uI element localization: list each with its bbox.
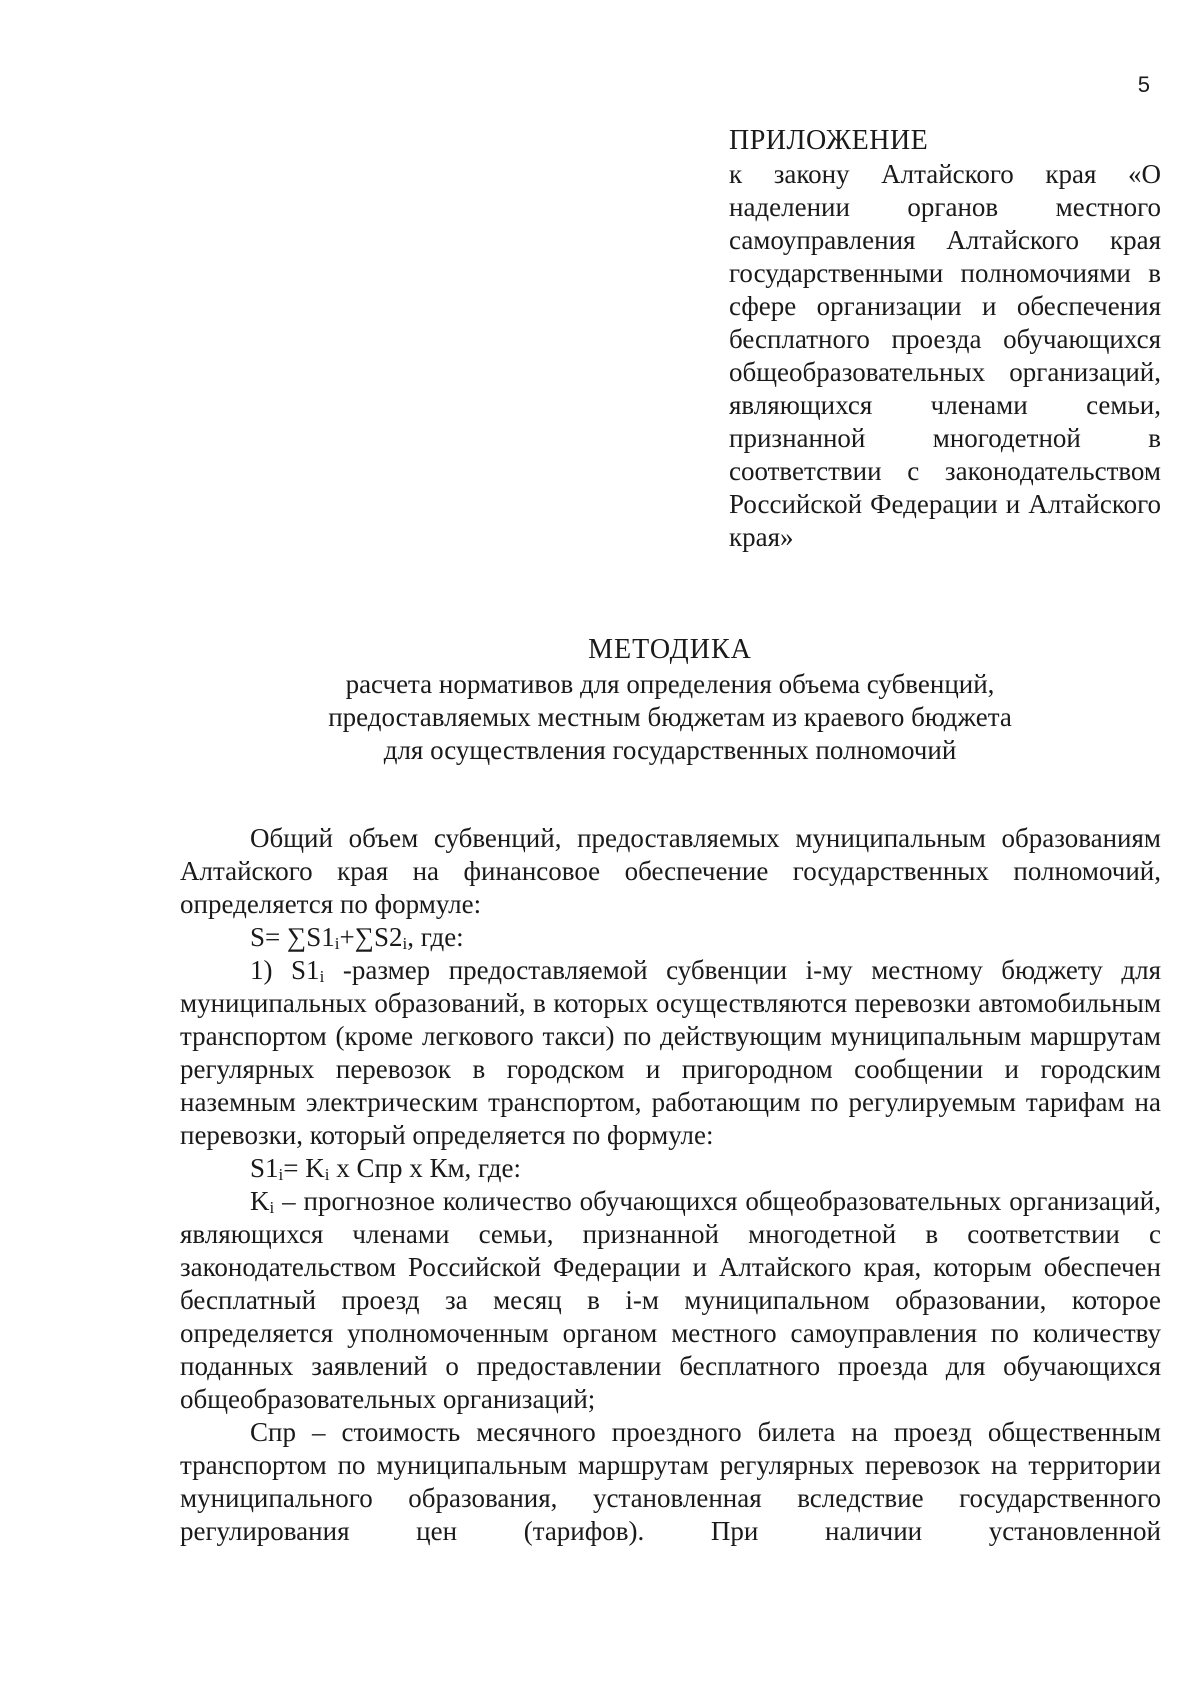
methodology-heading xyxy=(180,633,1160,767)
appendix-block xyxy=(729,124,1161,554)
formula-total-subvention: $S= \sum S1_i+\sum S2_i$, где: xyxy=(250,922,464,953)
definition-k-paragraph: $K_i$ – прогнозное количество обучающихся общеобразовательных организаций, являющихся членами семьи, признанной многодетной в соответствии с законодательством Российской Федерации и Алтайского края, которым обеспечен бесплатный проезд за месяц в i-м муниципальном образовании, которое определяется уполномоченным органом местного самоуправления по количеству поданных заявлений о предоставлении бесплатного проезда для обучающихся общеобразовательных организаций; xyxy=(180,1186,1161,1414)
intro-paragraph: Общий объем субвенций, предоставляемых муниципальным образованиям Алтайского края на финансовое обеспечение государственных полномочий, определяется по формуле: xyxy=(180,823,1161,919)
document-body xyxy=(180,822,1161,1548)
page-number: 5 xyxy=(1137,72,1150,97)
methodology-title: МЕТОДИКА xyxy=(588,634,752,665)
methodology-subtitle-line: предоставляемых местным бюджетам из краевого бюджета xyxy=(328,702,1012,732)
item-1-paragraph: 1) $S1_i$ -размер предоставляемой субвенции i-му местному бюджету для муниципальных образований, в которых осуществляются перевозки автомобильным транспортом (кроме легкового такси) по действующим муниципальным маршрутам регулярных перевозок в городском и пригородном сообщении и городским наземным электрическим транспортом, работающим по регулируемым тарифам на перевозки, который определяется по формуле: xyxy=(180,955,1161,1150)
formula-s1: $S1_i= K_i$ х Спр х Км, где: xyxy=(250,1153,521,1184)
appendix-title: ПРИЛОЖЕНИЕ xyxy=(729,125,929,156)
definition-spr-paragraph: Спр – стоимость месячного проездного билета на проезд общественным транспортом по муниципальным маршрутам регулярных перевозок на территории муниципального образования, установленная вследствие государственного регулирования цен (тарифов). При наличии установленной xyxy=(180,1417,1161,1546)
methodology-subtitle-line: для осуществления государственных полномочий xyxy=(383,735,957,765)
methodology-subtitle-line: расчета нормативов для определения объема субвенций, xyxy=(345,669,995,699)
appendix-text: к закону Алтайского края «О наделении органов местного самоуправления Алтайского края государственными полномочиями в сфере организации и обеспечения бесплатного проезда обучающихся общеобразовательных организаций, являющихся членами семьи, признанной многодетной в соответствии с законодательством Российской Федерации и Алтайского края» xyxy=(729,159,1161,552)
